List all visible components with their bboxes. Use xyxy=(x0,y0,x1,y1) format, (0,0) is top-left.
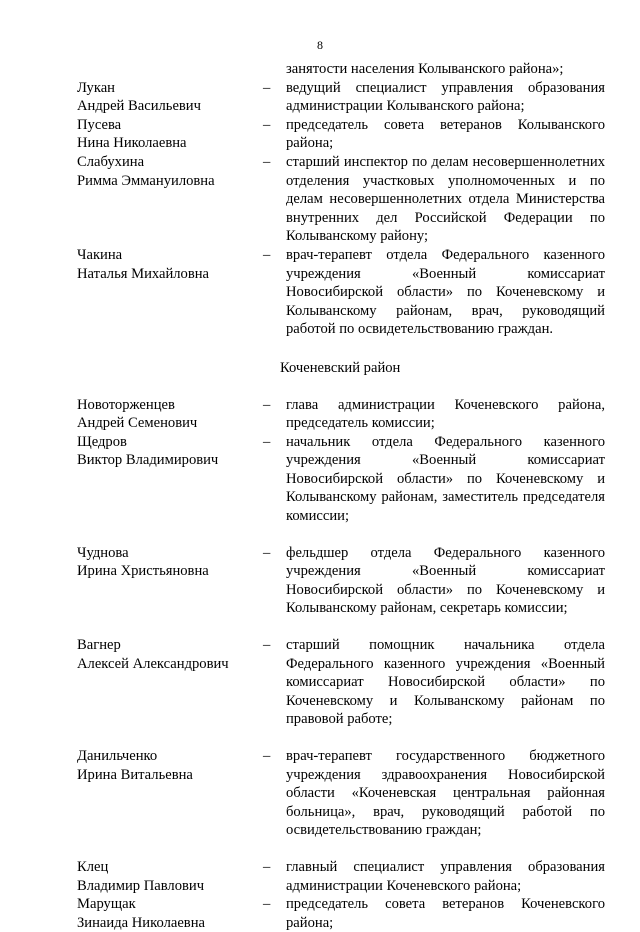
member-surname: Чакина xyxy=(77,246,123,263)
section-title: Коченевский район xyxy=(280,359,401,376)
member-name xyxy=(77,747,263,784)
continuation-line: занятости населения Колыванского района»; xyxy=(286,61,564,77)
member-name xyxy=(77,153,263,190)
member-name xyxy=(77,858,263,895)
member-name xyxy=(77,246,263,283)
member-given-names: Римма Эммануиловна xyxy=(77,172,215,189)
member-given-names: Ирина Витальевна xyxy=(77,766,193,783)
entry-spacer xyxy=(77,618,605,636)
member-surname: Новоторженцев xyxy=(77,396,175,413)
member-entry xyxy=(77,544,605,618)
member-name xyxy=(77,116,263,153)
entry-dash: – xyxy=(263,748,271,764)
member-surname: Пусева xyxy=(77,116,122,133)
member-surname: Данильченко xyxy=(77,748,158,764)
entry-dash: – xyxy=(263,79,271,96)
member-entry xyxy=(77,636,605,729)
entry-dash: – xyxy=(263,433,271,450)
member-role: председатель совета ветеранов Колыванского района; xyxy=(286,116,605,152)
member-role: начальник отдела Федерального казенного учреждения «Военный комиссариат Новосибирской области» по Коченевскому и Колыванскому районам, заместитель председателя комиссии; xyxy=(286,433,605,525)
member-entry xyxy=(77,895,605,932)
entry-dash: – xyxy=(263,396,271,413)
member-entry xyxy=(77,396,605,433)
member-given-names: Андрей Васильевич xyxy=(77,98,201,115)
entry-dash: – xyxy=(263,116,271,133)
member-entry xyxy=(77,246,605,339)
member-entry xyxy=(77,747,605,840)
member-role: председатель совета ветеранов Коченевского района; xyxy=(286,896,605,931)
entry-dash: – xyxy=(263,246,271,263)
member-role: врач-терапевт отдела Федерального казенного учреждения «Военный комиссариат Новосибирской области» по Коченевскому и Колыванскому районам, врач, руководящий работой по освидетельствованию граждан. xyxy=(286,246,605,338)
entry-dash: – xyxy=(263,896,271,913)
document-body xyxy=(77,60,605,932)
member-given-names: Владимир Павлович xyxy=(77,877,205,894)
member-surname: Лукан xyxy=(77,79,115,96)
member-surname: Вагнер xyxy=(77,637,121,654)
member-given-names: Виктор Владимирович xyxy=(77,452,219,469)
entry-dash: – xyxy=(263,544,271,561)
member-given-names: Зинаида Николаевна xyxy=(77,914,205,931)
member-surname: Щедров xyxy=(77,433,127,450)
member-entry xyxy=(77,858,605,895)
entry-spacer xyxy=(77,526,605,544)
page-number: 8 xyxy=(317,38,323,52)
entry-dash: – xyxy=(263,637,271,654)
entry-spacer xyxy=(77,840,605,858)
member-role: ведущий специалист управления образования администрации Колыванского района; xyxy=(286,79,605,115)
member-surname: Марущак xyxy=(77,896,136,913)
member-given-names: Андрей Семенович xyxy=(77,415,198,432)
member-role: старший инспектор по делам несовершеннолетних отделения участковых уполномоченных и по делам несовершеннолетних отдела Министерства внутренних дел Российской Федерации по Колыванскому району; xyxy=(286,153,605,245)
member-role: главный специалист управления образования администрации Коченевского района; xyxy=(286,858,605,894)
member-given-names: Наталья Михайловна xyxy=(77,265,210,282)
member-name xyxy=(77,544,263,581)
member-role: врач-терапевт государственного бюджетного учреждения здравоохранения Новосибирской области «Коченевская центральная районная больница», врач, руководящий работой по освидетельствованию граждан; xyxy=(286,748,605,839)
member-given-names: Алексей Александрович xyxy=(77,655,229,672)
member-entry xyxy=(77,433,605,526)
member-role: старший помощник начальника отдела Федерального казенного учреждения «Военный комиссариат Новосибирской области» по Коченевскому и Колыванскому районам по правовой работе; xyxy=(286,637,605,728)
member-given-names: Ирина Христьяновна xyxy=(77,563,209,580)
member-role: глава администрации Коченевского района, председатель комиссии; xyxy=(286,396,605,432)
member-role: фельдшер отдела Федерального казенного учреждения «Военный комиссариат Новосибирской области» по Коченевскому и Колыванскому районам, секретарь комиссии; xyxy=(286,544,605,617)
member-name xyxy=(77,636,263,673)
member-entry xyxy=(77,153,605,246)
member-name xyxy=(77,396,263,433)
member-name xyxy=(77,79,263,116)
entry-spacer xyxy=(77,729,605,747)
member-surname: Слабухина xyxy=(77,153,145,170)
member-name xyxy=(77,433,263,470)
member-surname: Чуднова xyxy=(77,544,129,561)
entry-dash: – xyxy=(263,153,271,170)
member-entry xyxy=(77,79,605,116)
entry-dash: – xyxy=(263,858,271,875)
member-surname: Клец xyxy=(77,858,109,875)
member-name xyxy=(77,895,263,932)
member-given-names: Нина Николаевна xyxy=(77,135,187,152)
member-entry xyxy=(77,116,605,153)
